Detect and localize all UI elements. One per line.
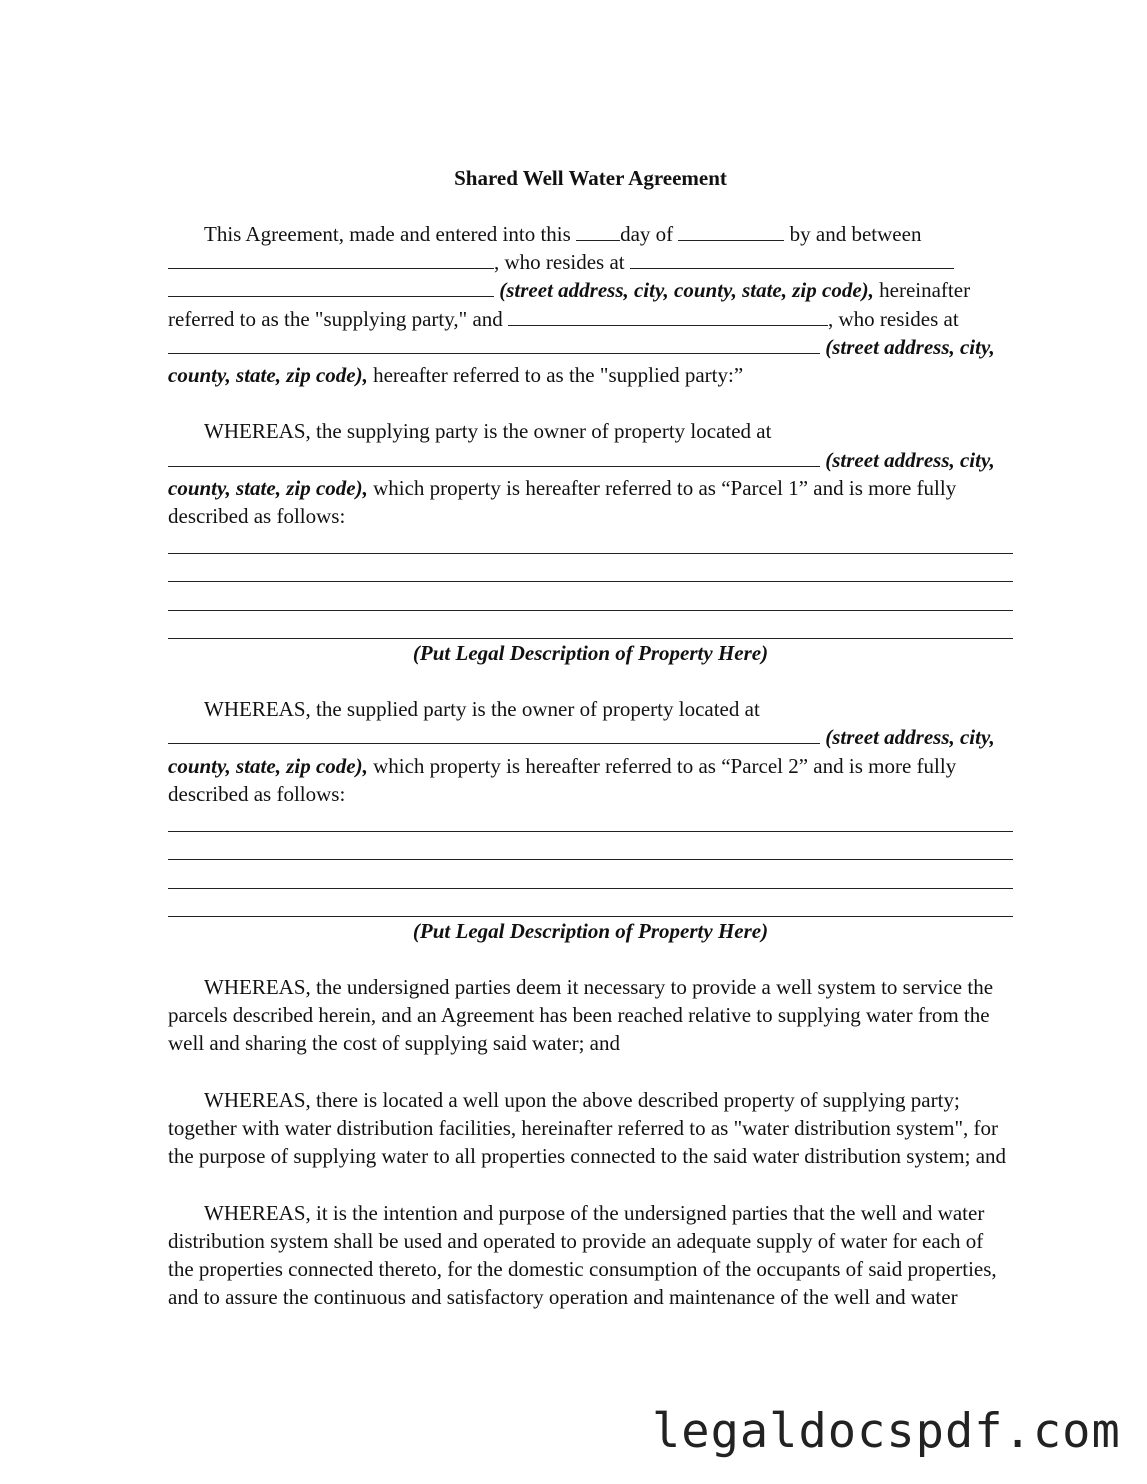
parcel2-line-4: described as follows: [168,781,346,806]
intro-line-2: , who resides at [168,248,1013,276]
parcel1-description-line-3[interactable] [168,582,1013,610]
whereas4-line-2: together with water distribution facilities, hereinafter referred to as "water distribution system", for [168,1116,999,1140]
parcel1-line-2: (street address, city, [168,446,1013,474]
month-blank[interactable] [678,220,784,241]
parcel2-line-3: county, state, zip code), which property is hereafter referred to as “Parcel 2” and is more fully [168,753,957,778]
whereas5-line-1: WHEREAS, it is the intention and purpose of the undersigned parties that the well and water [204,1200,985,1225]
parcel2-description-line-2[interactable] [168,832,1013,860]
parcel1-line-4: described as follows: [168,503,346,528]
whereas4-line-3: the purpose of supplying water to all properties connected to the said water distribution system; and [168,1144,1007,1169]
parcel2-line-2: (street address, city, [168,723,1013,751]
intro-line-5: (street address, city, [168,333,1013,361]
whereas3-line-2: parcels described herein, and an Agreement has been reached relative to supplying water from the [168,1003,990,1028]
whereas5-line-4: and to assure the continuous and satisfactory operation and maintenance of the well and water [168,1285,958,1310]
parcel1-address-blank[interactable] [168,446,820,467]
parcel1-description-line-1[interactable] [168,526,1013,554]
parcel1-caption: (Put Legal Description of Property Here) [412,640,769,665]
day-blank[interactable] [576,220,620,241]
parcel1-line-3: county, state, zip code), which property is hereafter referred to as “Parcel 1” and is more fully [168,475,957,500]
supplying-party-address-blank[interactable] [630,248,954,269]
parcel2-line-1: WHEREAS, the supplied party is the owner of property located at [204,697,760,722]
intro-line-6: county, state, zip code), hereafter referred to as the "supplied party:” [168,362,744,387]
parcel2-description-line-3[interactable] [168,860,1013,888]
parcel2-description-line-1[interactable] [168,804,1013,832]
supplied-party-name-blank[interactable] [508,305,828,326]
intro-line-3: (street address, city, county, state, zip code), hereinafter [168,276,1013,304]
whereas5-line-3: the properties connected thereto, for the domestic consumption of the occupants of said properties, [168,1256,997,1281]
intro-line-4: referred to as the "supplying party," and , who resides at [168,306,959,331]
parcel2-caption: (Put Legal Description of Property Here) [412,918,769,943]
intro-line-1: This Agreement, made and entered into this day of by and between [204,222,922,246]
supplying-party-name-blank[interactable] [168,248,494,269]
document-title: Shared Well Water Agreement [454,166,727,190]
parcel1-description-line-4[interactable] [168,611,1013,639]
parcel2-address-blank[interactable] [168,723,820,744]
whereas5-line-2: distribution system shall be used and operated to provide an adequate supply of water for each of [168,1228,984,1253]
parcel1-description-line-2[interactable] [168,554,1013,582]
supplying-party-address-blank-2[interactable] [168,276,494,297]
parcel1-line-1: WHEREAS, the supplying party is the owner of property located at [204,419,772,444]
whereas3-line-1: WHEREAS, the undersigned parties deem it necessary to provide a well system to service the [204,975,994,1000]
agreement-body [168,160,1013,1311]
supplied-party-address-blank[interactable] [168,333,820,354]
whereas4-line-1: WHEREAS, there is located a well upon the above described property of supplying party; [204,1087,960,1112]
whereas3-line-3: well and sharing the cost of supplying said water; and [168,1031,620,1056]
parcel2-description-line-4[interactable] [168,889,1013,917]
watermark: legaldocspdf.com [652,1404,1121,1459]
